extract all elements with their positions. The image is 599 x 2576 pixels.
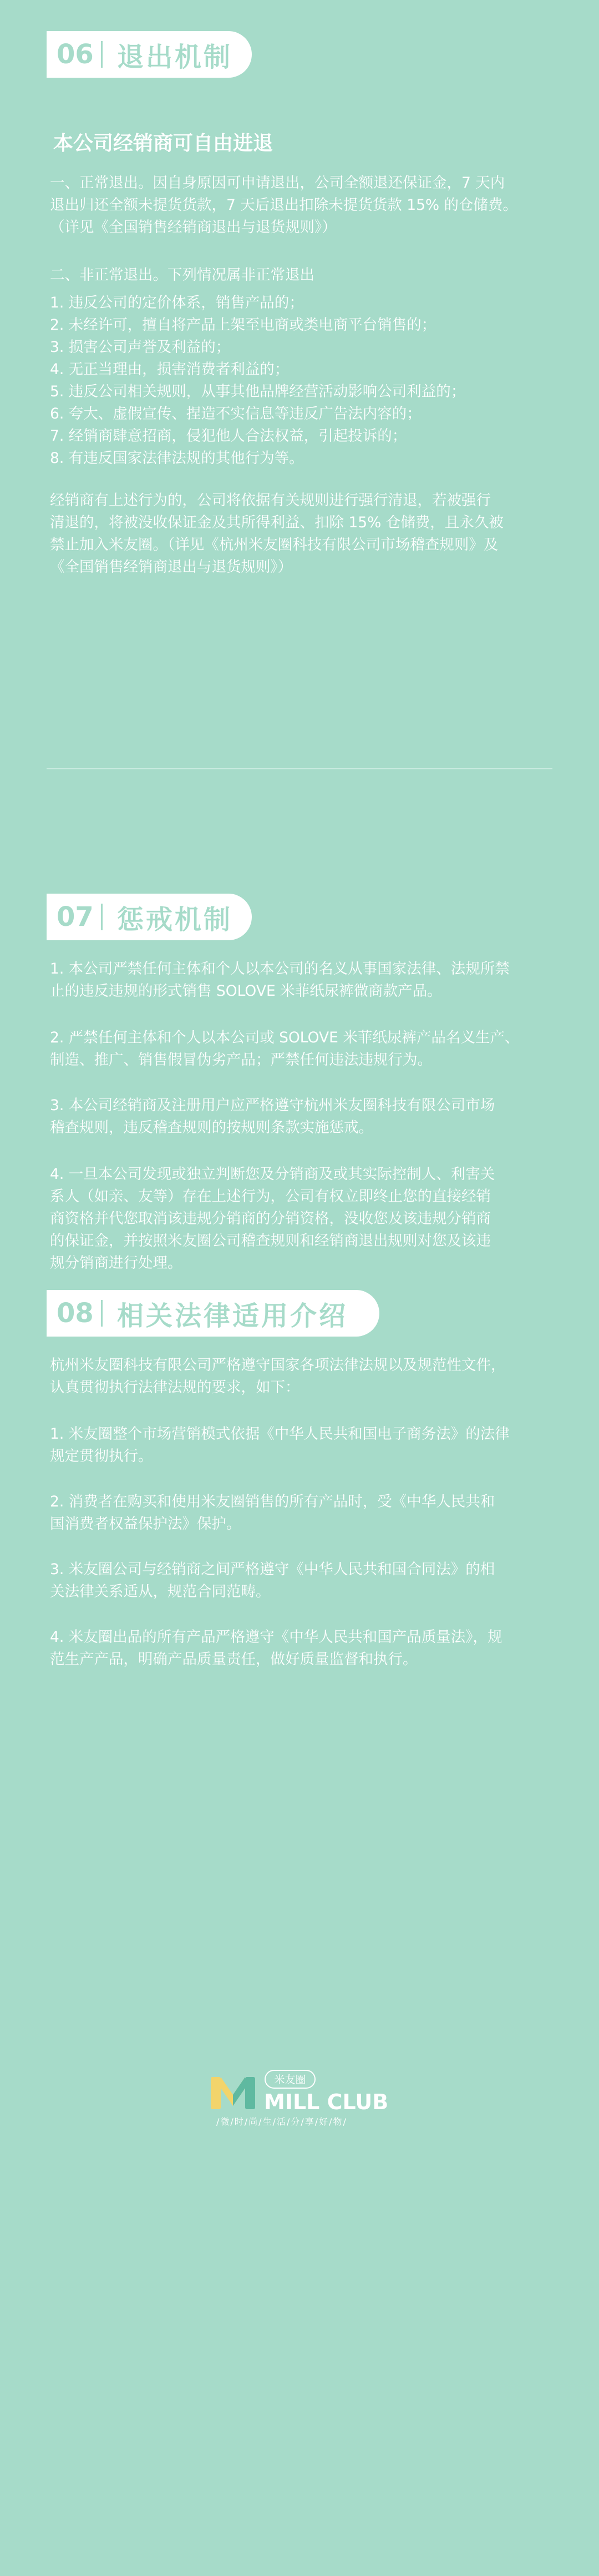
pill-separator [101, 1300, 103, 1327]
law-paragraph-2 [50, 1491, 555, 1535]
text-line: 3. 本公司经销商及注册用户应严格遵守杭州米友圈科技有限公司市场 [50, 1097, 495, 1114]
list-item: 8. 有违反国家法律法规的其他行为等。 [50, 450, 304, 467]
pill-separator [101, 41, 103, 68]
text-line: 4. 米友圈出品的所有产品严格遵守《中华人民共和国产品质量法》，规 [50, 1629, 502, 1646]
section-06-closing-paragraph [50, 490, 555, 578]
text-line: 系人（如亲、友等）存在上述行为，公司有权立即终止您的直接经销 [50, 1188, 491, 1205]
text-line: 关法律关系适从，规范合同范畴。 [50, 1583, 271, 1600]
mill-club-m-icon [211, 2077, 255, 2109]
text-line: 退出归还全额未提货货款，7 天后退出扣除未提货货款 15% 的仓储费。 [50, 196, 518, 214]
text-line: 1. 米友圈整个市场营销模式依据《中华人民共和国电子商务法》的法律 [50, 1425, 510, 1443]
text-line: 一、正常退出。因自身原因可申请退出，公司全额退还保证金，7 天内 [50, 174, 505, 191]
text-line: 二、非正常退出。下列情况属非正常退出 [50, 266, 314, 284]
text-line: 2. 消费者在购买和使用米友圈销售的所有产品时，受《中华人民共和 [50, 1493, 495, 1510]
punishment-paragraph-1 [50, 958, 555, 1002]
mill-club-logo-graphic [211, 2063, 399, 2129]
logo-badge-text: 米友圈 [274, 2074, 306, 2086]
text-line: 杭州米友圈科技有限公司严格遵守国家各项法律法规以及规范性文件， [50, 1357, 506, 1374]
section-06-heading: 本公司经销商可自由进退 [53, 132, 273, 155]
abnormal-exit-title [50, 264, 555, 286]
section-07-number: 07 [57, 901, 94, 932]
pill-separator [101, 904, 103, 930]
text-line: （详见《全国销售经销商退出与退货规则》） [50, 219, 337, 236]
text-line: 2. 严禁任何主体和个人以本公司或 SOLOVE 米菲纸尿裤产品名义生产、 [50, 1029, 520, 1046]
section-08-number: 08 [57, 1298, 94, 1329]
list-item: 1. 违反公司的定价体系，销售产品的； [50, 294, 304, 311]
text-line: 经销商有上述行为的，公司将依据有关规则进行强行清退，若被强行 [50, 492, 491, 509]
list-item: 3. 损害公司声誉及利益的； [50, 339, 231, 356]
logo-tagline: /微/时/尚/生/活/分/享/好/物/ [216, 2116, 347, 2127]
law-paragraph-1 [50, 1423, 555, 1468]
law-paragraph-4 [50, 1626, 555, 1671]
section-06-number: 06 [57, 39, 94, 70]
text-line: 商资格并代您取消该违规分销商的分销资格，没收您及该违规分销商 [50, 1210, 491, 1227]
law-paragraph-3 [50, 1559, 555, 1603]
list-item: 4. 无正当理由，损害消费者利益的； [50, 361, 290, 378]
text-line: 止的违反违规的形式销售 SOLOVE 米菲纸尿裤微商款产品。 [50, 982, 442, 1000]
list-item: 2. 未经许可，擅自将产品上架至电商或类电商平台销售的； [50, 316, 436, 334]
punishment-paragraph-4 [50, 1163, 555, 1274]
logo-name: MILL CLUB [264, 2090, 389, 2114]
punishment-paragraph-3 [50, 1095, 555, 1139]
text-line: 稽查规则，违反稽查规则的按规则条款实施惩戒。 [50, 1119, 373, 1136]
list-item: 6. 夸大、虚假宣传、捏造不实信息等违反广告法内容的； [50, 405, 422, 422]
text-line: 《全国销售经销商退出与退货规则》） [50, 558, 293, 576]
text-line: 规定贯彻执行。 [50, 1448, 153, 1465]
text-line: 3. 米友圈公司与经销商之间严格遵守《中华人民共和国合同法》的相 [50, 1561, 495, 1578]
text-line: 国消费者权益保护法》保护。 [50, 1515, 241, 1533]
section-08-title: 相关法律适用介绍 [117, 1300, 348, 1332]
text-line: 1. 本公司严禁任何主体和个人以本公司的名义从事国家法律、法规所禁 [50, 960, 510, 977]
section-08-title-pill [47, 1290, 379, 1337]
abnormal-exit-list [50, 292, 555, 470]
text-line: 认真贯彻执行法律法规的要求，如下： [50, 1379, 300, 1396]
text-line: 清退的，将被没收保证金及其所得利益、扣除 15% 仓储费，且永久被 [50, 514, 504, 531]
section-07-title: 惩戒机制 [117, 904, 233, 935]
section-divider [47, 768, 552, 769]
section-06-title: 退出机制 [117, 41, 233, 73]
mill-club-logo [211, 2063, 399, 2129]
law-intro-paragraph [50, 1354, 555, 1399]
list-item: 7. 经销商肆意招商，侵犯他人合法权益，引起投诉的； [50, 427, 407, 445]
punishment-paragraph-2 [50, 1027, 555, 1071]
section-06-title-pill [47, 31, 252, 78]
text-line: 禁止加入米友圈。（详见《杭州米友圈科技有限公司市场稽查规则》及 [50, 536, 499, 553]
section-07-title-pill [47, 894, 252, 940]
list-item: 5. 违反公司相关规则，从事其他品牌经营活动影响公司利益的； [50, 383, 466, 400]
text-line: 范生产产品，明确产品质量责任，做好质量监督和执行。 [50, 1651, 418, 1668]
normal-exit-paragraph [50, 172, 555, 239]
text-line: 的保证金，并按照米友圈公司稽查规则和经销商退出规则对您及该违 [50, 1232, 491, 1249]
text-line: 4. 一旦本公司发现或独立判断您及分销商及或其实际控制人、利害关 [50, 1166, 495, 1183]
text-line: 制造、推广、销售假冒伪劣产品；严禁任何违法违规行为。 [50, 1051, 432, 1068]
text-line: 规分销商进行处理。 [50, 1254, 182, 1272]
